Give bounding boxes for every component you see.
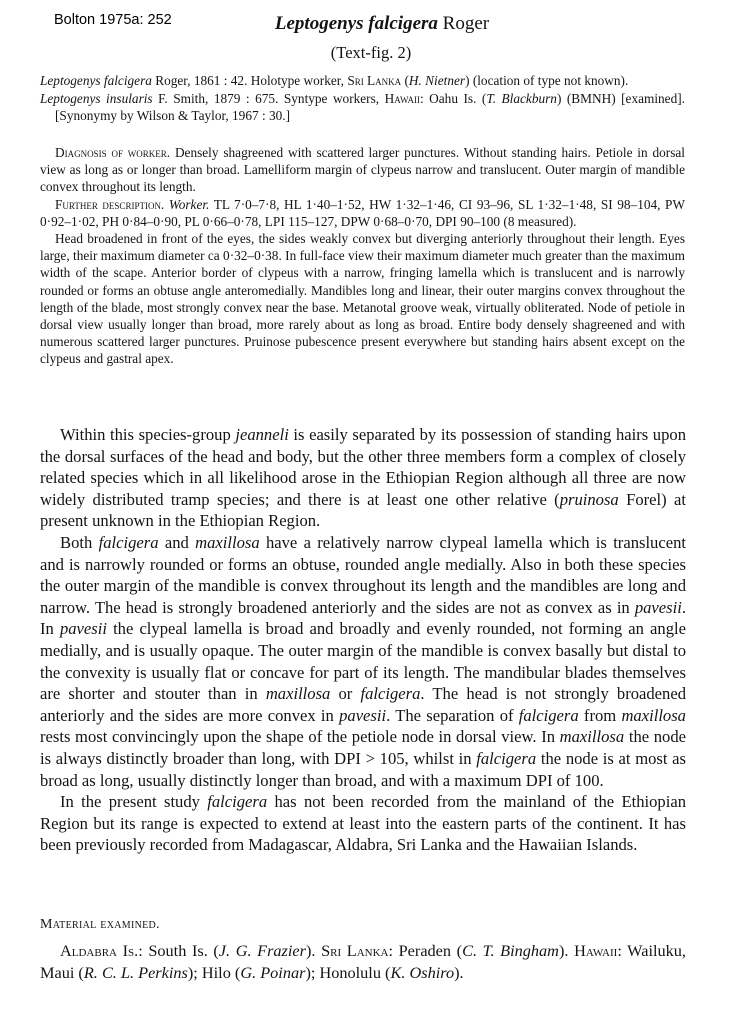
discussion-paragraph-2: Both falcigera and maxillosa have a relatively narrow clypeal lamella which is translucent and is narrowly rounded or forms an obtuse, rounded angle medially. Also in both these species the outer margin of the mandible is convex throughout its length and the mandibles are long and narrow. The head is strongly broadened anteriorly and the sides are not as convex as in pavesii. In pavesii the clypeal lamella is broad and broadly and evenly rounded, not forming an angle medially, and is usually opaque. The outer margin of the mandible is convex basally but distal to the convexity is usually flat or concave for part of its length. The mandibular blades themselves are shorter and stouter than in maxillosa or falcigera. The head is not strongly broadened anteriorly and the sides are more convex in pavesii. The separation of falcigera from maxillosa rests most convincingly upon the shape of the petiole node in dorsal view. In maxillosa the node is always distinctly broader than long, with DPI > 105, whilst in falcigera the node is at most as broad as long, usually distinctly longer than broad, and with a maximum DPI of 100. xyxy=(40,532,687,790)
material-records: Aldabra Is.: South Is. (J. G. Frazier). Sri Lanka: Peraden (C. T. Bingham). Hawaii: Wailuku, Maui (R. C. L. Perkins); Hilo (G. Poinar); Honolulu (K. Oshiro). xyxy=(40,941,686,982)
synonymy-list xyxy=(40,72,685,125)
diagnosis-paragraph: Diagnosis of worker. Densely shagreened with scattered larger punctures. Without standing hairs. Petiole in dorsal view as long as or longer than broad. Lamelliform margin of clypeus narrow and translucent. Outer margin of mandible convex throughout its length. xyxy=(40,145,685,195)
species-title xyxy=(0,13,734,35)
further-description-label: Further description. xyxy=(55,196,165,212)
synonymy-entry: Leptogenys falcigera Roger, 1861 : 42. Holotype worker, Sri Lanka (H. Nietner) (location of type not known). xyxy=(40,73,629,88)
material-examined-list xyxy=(40,940,686,984)
description-body: Head broadened in front of the eyes, the sides weakly convex but diverging anteriorly throughout their length. Eyes large, their maximum diameter ca 0·32–0·38. In full-face view their maximum diameter much greater than the maximum width of the scape. Anterior border of clypeus with a narrow, fringing lamella which is translucent and is narrowly rounded or forms an obtuse angle anteromedially. Mandibles long and linear, their outer margins convex throughout the length of the blade, most strongly convex near the base. Metanotal groove weak, virtually obliterated. Node of petiole in dorsal view usually longer than broad, more rarely about as long as broad. Entire body densely shagreened and with numerous scattered larger punctures. Pruinose pubescence present everywhere but standing hairs absent except on the clypeus and gastral apex. xyxy=(40,231,685,367)
source-reference: Bolton 1975a: 252 xyxy=(54,12,172,28)
discussion-paragraph-3: In the present study falcigera has not been recorded from the mainland of the Ethiopian Region but its range is expected to extend at least into the eastern parts of the continent. It has been previously recorded from Madagascar, Aldabra, Sri Lanka and the Hawaiian Islands. xyxy=(40,792,686,855)
discussion-paragraph-1: Within this species-group jeanneli is easily separated by its possession of standing hairs upon the dorsal surfaces of the head and body, but the other three members form a complex of closely related species which in all likelihood arose in the Ethiopian Region although all three are now widely distributed tramp species; and there is at least one other relative (pruinosa Forel) at present unknown in the Ethiopian Region. xyxy=(40,425,687,531)
diagnosis-label: Diagnosis of worker. xyxy=(55,145,171,160)
further-description-paragraph: Further description. Worker. TL 7·0–7·8, HL 1·40–1·52, HW 1·32–1·46, CI 93–96, SL 1·32–1·48, SI 98–104, PW 0·92–1·02, PH 0·84–0·90, PL 0·66–0·78, LPI 115–127, DPW 0·68–0·70, DPI 90–100 (8 measured). xyxy=(40,196,685,229)
discussion xyxy=(40,424,686,856)
species-author: Roger xyxy=(442,13,490,34)
diagnosis-section xyxy=(40,144,685,368)
species-name: Leptogenys falcigera xyxy=(274,13,438,34)
figure-reference: (Text-fig. 2) xyxy=(330,43,412,62)
material-examined-heading: Material examined. xyxy=(40,917,160,932)
synonymy-entry: Leptogenys insularis F. Smith, 1879 : 675. Syntype workers, Hawaii: Oahu Is. (T. Blackburn) (BMNH) [examined]. [Synonymy by Wilson & Taylor, 1967 : 30.] xyxy=(40,90,685,123)
